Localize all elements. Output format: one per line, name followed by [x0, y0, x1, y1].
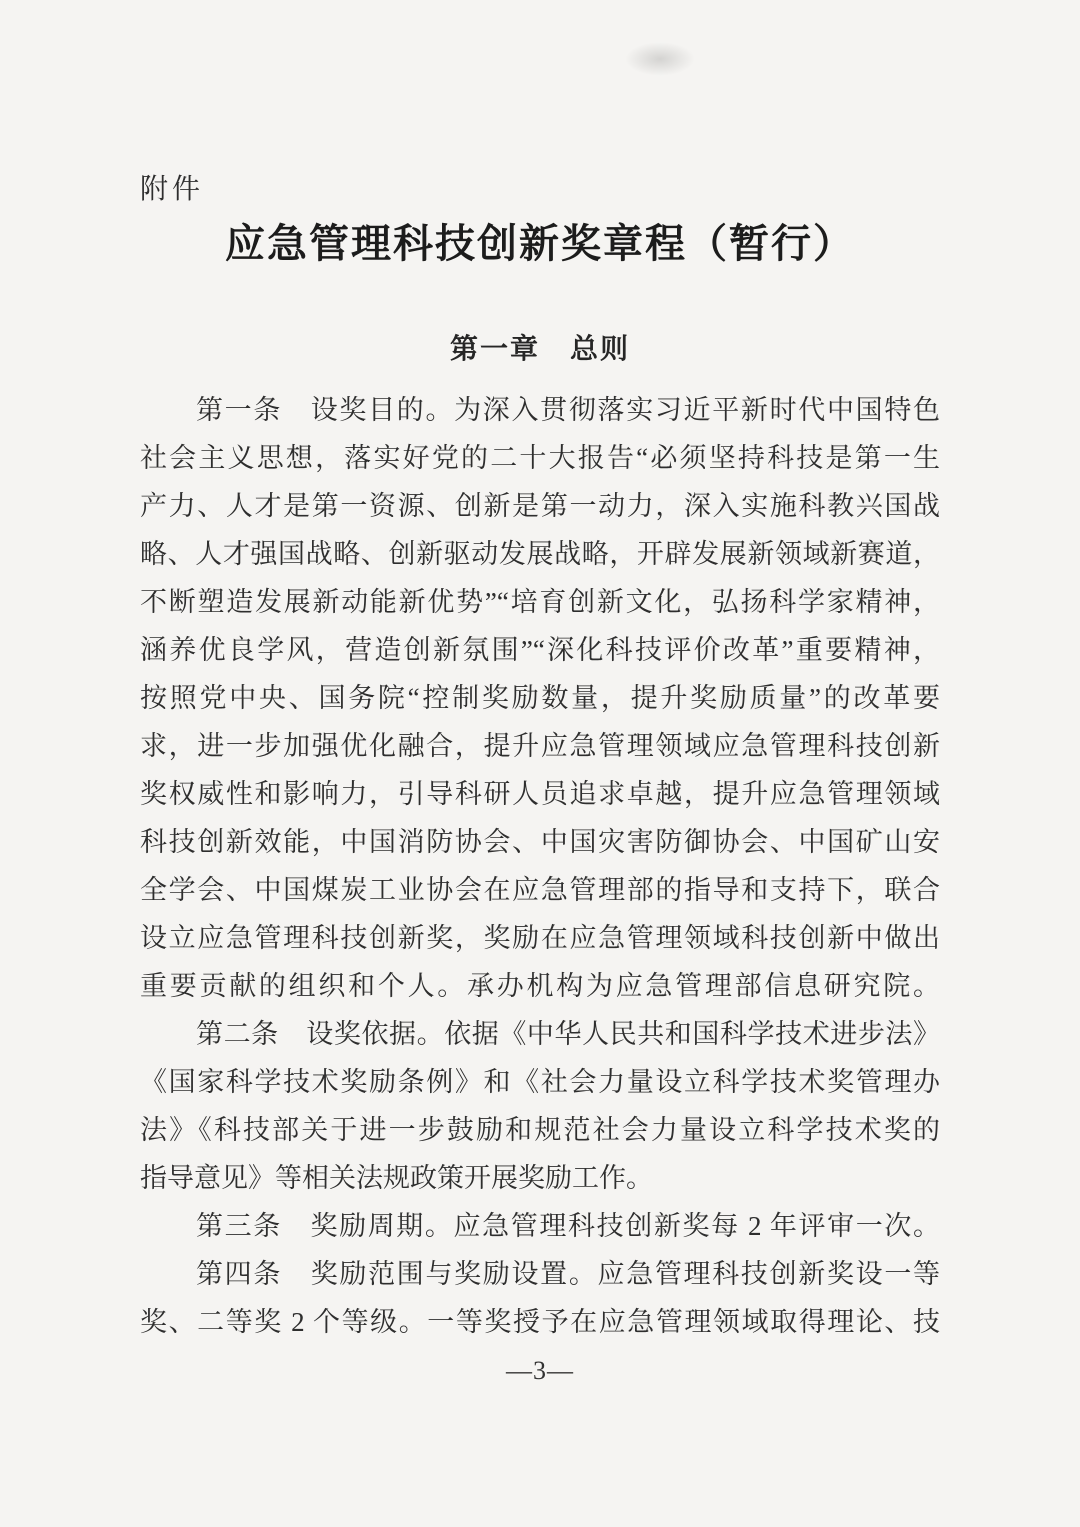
body-line: 第二条 设奖依据。依据《中华人民共和国科学技术进步法》 [196, 1019, 940, 1049]
document-title: 应急管理科技创新奖章程（暂行） [225, 221, 855, 266]
body-line: 求，进一步加强优化融合，提升应急管理领域应急管理科技创新 [140, 731, 940, 761]
body-line: 重要贡献的组织和个人。承办机构为应急管理部信息研究院。 [140, 971, 940, 1001]
body-line: 第四条 奖励范围与奖励设置。应急管理科技创新奖设一等 [196, 1259, 940, 1289]
attachment-label: 附件 [140, 174, 205, 205]
body-line: 科技创新效能，中国消防协会、中国灾害防御协会、中国矿山安 [140, 827, 940, 857]
chapter-heading: 第一章 总则 [449, 334, 630, 365]
body-line: 按照党中央、国务院“控制奖励数量，提升奖励质量”的改革要 [140, 683, 940, 713]
body-line: 略、人才强国战略、创新驱动发展战略，开辟发展新领域新赛道， [140, 539, 940, 569]
body-text [140, 386, 940, 1346]
page-number: —3— [506, 1356, 574, 1385]
body-line: 奖、二等奖 2 个等级。一等奖授予在应急管理领域取得理论、技 [140, 1307, 940, 1337]
body-line: 指导意见》等相关法规政策开展奖励工作。 [140, 1163, 653, 1193]
body-line: 《国家科学技术奖励条例》和《社会力量设立科学技术奖管理办 [140, 1067, 940, 1097]
body-line: 设立应急管理科技创新奖，奖励在应急管理领域科技创新中做出 [140, 923, 940, 953]
body-line: 第一条 设奖目的。为深入贯彻落实习近平新时代中国特色 [196, 395, 940, 425]
body-line: 全学会、中国煤炭工业协会在应急管理部的指导和支持下，联合 [140, 875, 940, 905]
body-line: 第三条 奖励周期。应急管理科技创新奖每 2 年评审一次。 [196, 1211, 940, 1241]
body-line: 奖权威性和影响力，引导科研人员追求卓越，提升应急管理领域 [140, 779, 940, 809]
body-line: 涵养优良学风，营造创新氛围”“深化科技评价改革”重要精神， [140, 635, 940, 665]
body-line: 产力、人才是第一资源、创新是第一动力，深入实施科教兴国战 [140, 491, 940, 521]
body-line: 法》《科技部关于进一步鼓励和规范社会力量设立科学技术奖的 [140, 1115, 940, 1145]
body-line: 社会主义思想，落实好党的二十大报告“必须坚持科技是第一生 [140, 443, 940, 473]
body-line: 不断塑造发展新动能新优势”“培育创新文化，弘扬科学家精神， [140, 587, 940, 617]
